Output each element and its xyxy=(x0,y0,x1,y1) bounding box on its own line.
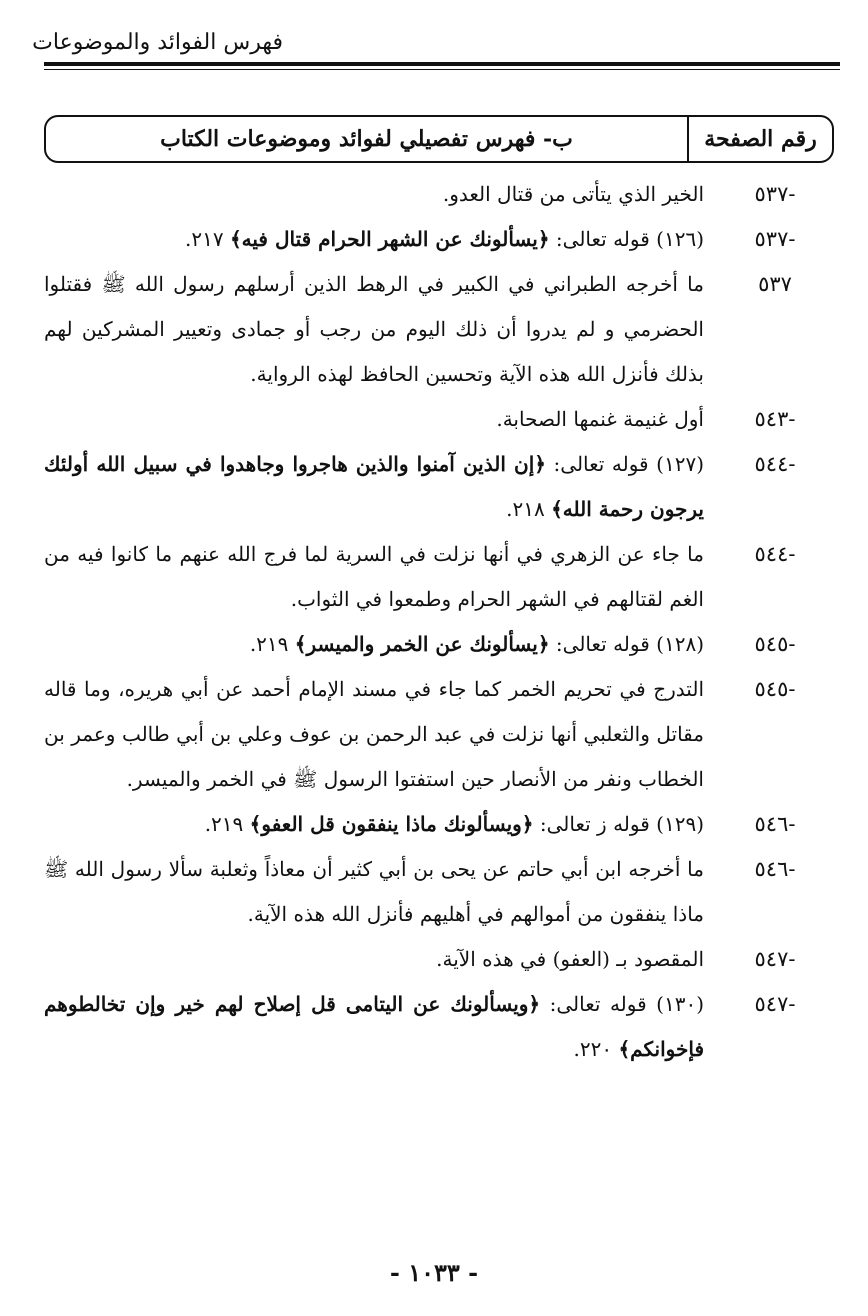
index-entry xyxy=(44,847,834,937)
entry-text: (١٢٦) قوله تعالى: ﴿يسألونك عن الشهر الحرام قتال فيه﴾ ٢١٧. xyxy=(185,227,704,251)
page-number-column-header: رقم الصفحة xyxy=(687,117,832,161)
entry-page-number: -٥٣٧ xyxy=(754,227,796,251)
entry-text: ما أخرجه الطبراني في الكبير في الرهط الذين أرسلهم رسول الله ﷺ فقتلوا الحضرمي و لم يدروا أن ذلك اليوم من رجب أو جمادى وتعيير المشركين لهم بذلك فأنزل الله هذه الآية وتحسين الحافظ لهذه الرواية. xyxy=(44,272,704,386)
header-rule-thick xyxy=(44,62,840,66)
entry-text: (١٢٨) قوله تعالى: ﴿يسألونك عن الخمر والميسر﴾ ٢١٩. xyxy=(249,632,704,656)
entry-text: التدرج في تحريم الخمر كما جاء في مسند الإمام أحمد عن أبي هريره، وما قاله مقاتل والثعلبي أنها نزلت في عبد الرحمن بن عوف وعلي بن أبي طالب وعمر بن الخطاب ونفر من الأنصار حين استفتوا الرسول ﷺ في الخمر والميسر. xyxy=(44,677,704,791)
quran-verse: ﴿يسألونك عن الشهر الحرام قتال فيه﴾ xyxy=(229,227,550,251)
entry-page-number: -٥٣٧ xyxy=(754,182,796,206)
entry-page-number: -٥٤٥ xyxy=(754,677,796,701)
index-entry xyxy=(44,802,834,847)
entry-page-number: -٥٤٤ xyxy=(754,542,796,566)
page-folio: - ١٠٣٣ - xyxy=(389,1258,479,1287)
index-entry xyxy=(44,937,834,982)
entry-page-number: ٥٣٧ xyxy=(758,272,792,296)
entry-text: الخير الذي يتأتى من قتال العدو. xyxy=(442,182,704,206)
index-title-box xyxy=(44,115,834,163)
entry-page-number: -٥٤٦ xyxy=(754,857,796,881)
entry-page-number: -٥٤٣ xyxy=(754,407,796,431)
entry-page-number: -٥٤٧ xyxy=(754,992,796,1016)
entry-text: (١٢٧) قوله تعالى: ﴿إن الذين آمنوا والذين هاجروا وجاهدوا في سبيل الله أولئك يرجون رحمة الله﴾ ٢١٨. xyxy=(44,452,704,521)
index-entries xyxy=(44,172,834,1072)
index-entry xyxy=(44,622,834,667)
quran-verse: ﴿ويسألونك ماذا ينفقون قل العفو﴾ xyxy=(249,812,534,836)
entry-page-number: -٥٤٥ xyxy=(754,632,796,656)
index-entry xyxy=(44,262,834,397)
entry-page-number: -٥٤٤ xyxy=(754,452,796,476)
index-entry xyxy=(44,172,834,217)
entry-text: ما أخرجه ابن أبي حاتم عن يحى بن أبي كثير أن معاذاً وثعلبة سألا رسول الله ﷺ ماذا ينفقون من أموالهم في أهليهم فأنزل الله هذه الآية. xyxy=(44,857,704,926)
entry-text: المقصود بـ (العفو) في هذه الآية. xyxy=(436,947,704,971)
index-entry xyxy=(44,667,834,802)
index-entry xyxy=(44,532,834,622)
entry-text: (١٣٠) قوله تعالى: ﴿ويسألونك عن اليتامى قل إصلاح لهم خير وإن تخالطوهم فإخوانكم﴾ ٢٢٠. xyxy=(44,992,704,1061)
quran-verse: ﴿ويسألونك عن اليتامى قل إصلاح لهم خير وإن تخالطوهم فإخوانكم﴾ xyxy=(44,992,704,1061)
index-entry xyxy=(44,397,834,442)
entry-text: (١٢٩) قوله ز تعالى: ﴿ويسألونك ماذا ينفقون قل العفو﴾ ٢١٩. xyxy=(204,812,704,836)
entry-text: أول غنيمة غنمها الصحابة. xyxy=(496,407,704,431)
section-title: ب- فهرس تفصيلي لفوائد وموضوعات الكتاب xyxy=(160,126,573,152)
index-entry xyxy=(44,217,834,262)
entry-text: ما جاء عن الزهري في أنها نزلت في السرية لما فرج الله عنهم ما كانوا فيه من الغم لقتالهم في الشهر الحرام وطمعوا في الثواب. xyxy=(44,542,704,611)
quran-verse: ﴿يسألونك عن الخمر والميسر﴾ xyxy=(294,632,550,656)
index-entry xyxy=(44,982,834,1072)
entry-page-number: -٥٤٦ xyxy=(754,812,796,836)
index-entry xyxy=(44,442,834,532)
header-rule-thin xyxy=(44,69,840,70)
quran-verse: ﴿إن الذين آمنوا والذين هاجروا وجاهدوا في سبيل الله أولئك يرجون رحمة الله﴾ xyxy=(44,452,704,521)
entry-page-number: -٥٤٧ xyxy=(754,947,796,971)
running-head: فهرس الفوائد والموضوعات xyxy=(32,30,283,55)
